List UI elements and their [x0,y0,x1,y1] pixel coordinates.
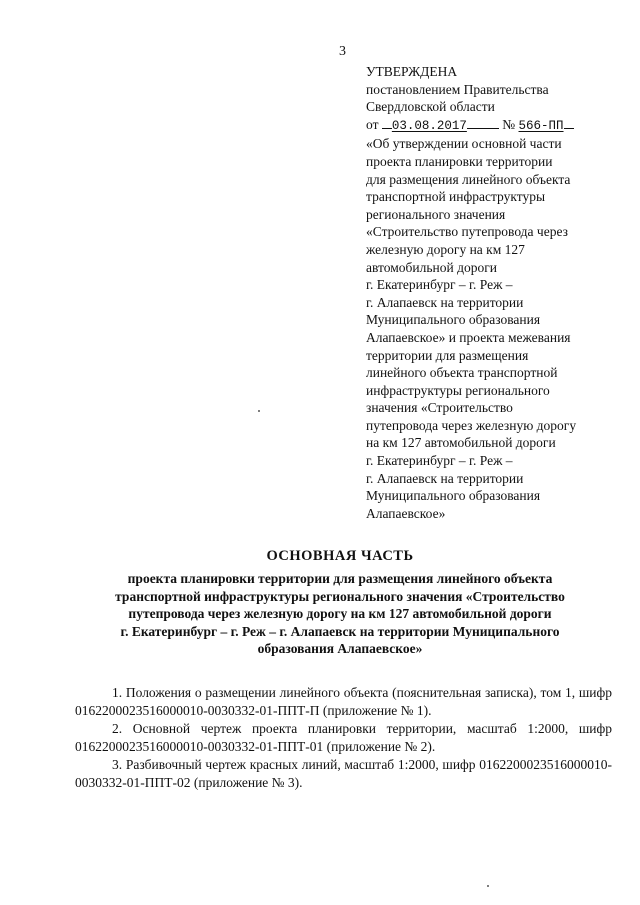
resolution-title-line: регионального значения [366,206,506,222]
resolution-date: 03.08.2017 [391,118,467,133]
resolution-title-line: Алапаевское» [366,505,446,521]
number-prefix: № [502,116,516,132]
page-number: 3 [339,44,346,59]
subtitle-line: проекта планировки территории для размещения линейного объекта [127,571,553,586]
resolution-title-line: инфраструктуры регионального [366,382,550,398]
appendix-item: 3. Разбивочный чертеж красных линий, масштаб 1:2000, шифр 0162200023516000010-0030332-01-ППТ-02 (приложение № 3). [75,757,612,790]
resolution-title-line: значения «Строительство [366,400,513,416]
appendix-item: 2. Основной чертеж проекта планировки территории, масштаб 1:2000, шифр 0162200023516000010-0030332-01-ППТ-01 (приложение № 2). [75,721,612,754]
approval-line: Свердловской области [366,99,495,115]
resolution-title-line: автомобильной дороги [366,259,497,275]
subtitle-line: транспортной инфраструктуры регионального значения «Строительство [115,588,565,604]
resolution-title-line: на км 127 автомобильной дороги [366,435,556,451]
appendix-list [75,684,612,793]
resolution-title-line: транспортной инфраструктуры [366,189,546,205]
resolution-title-line: Алапаевское» и проекта межевания [366,329,571,345]
approval-heading: УТВЕРЖДЕНА [366,64,458,79]
approval-date-line [366,116,626,136]
resolution-title-line: Муниципального образования [366,488,541,504]
date-underline [467,116,499,129]
resolution-title-line: территории для размещения [366,347,529,363]
resolution-title-line: г. Екатеринбург – г. Реж – [366,453,513,469]
document-subtitle [70,570,610,658]
resolution-title-line: линейного объекта транспортной [366,365,558,381]
resolution-title-line: путепровода через железную дорогу [366,417,577,433]
resolution-title-line: для размещения линейного объекта [366,171,571,187]
resolution-title-line: железную дорогу на км 127 [366,241,525,257]
date-underline [382,116,392,129]
approval-line: постановлением Правительства [366,81,549,97]
document-title-block [70,548,610,658]
appendix-item: 1. Положения о размещении линейного объекта (пояснительная записка), том 1, шифр 0162200023516000010-0030332-01-ППТ-П (приложение № 1). [75,685,612,718]
number-underline [564,116,574,129]
resolution-title-line: г. Алапаевск на территории [366,294,524,310]
resolution-title-line: г. Алапаевск на территории [366,470,524,486]
subtitle-line: путепровода через железную дорогу на км 127 автомобильной дороги [128,606,552,622]
scan-speck [258,410,260,412]
subtitle-line: образования Алапаевское» [257,641,423,657]
resolution-title-line: проекта планировки территории [366,153,553,169]
subtitle-line: г. Екатеринбург – г. Реж – г. Алапаевск на территории Муниципального [120,623,560,639]
resolution-title-line: г. Екатеринбург – г. Реж – [366,277,513,293]
resolution-title-line: Муниципального образования [366,312,541,328]
document-heading: ОСНОВНАЯ ЧАСТЬ [266,548,414,564]
resolution-title-line: «Об утверждении основной части [366,136,562,152]
scan-speck [487,885,489,887]
date-prefix: от [366,116,379,132]
resolution-title-line: «Строительство путепровода через [366,224,568,240]
approval-stamp [366,63,626,522]
resolution-number: 566-ПП [518,118,564,133]
